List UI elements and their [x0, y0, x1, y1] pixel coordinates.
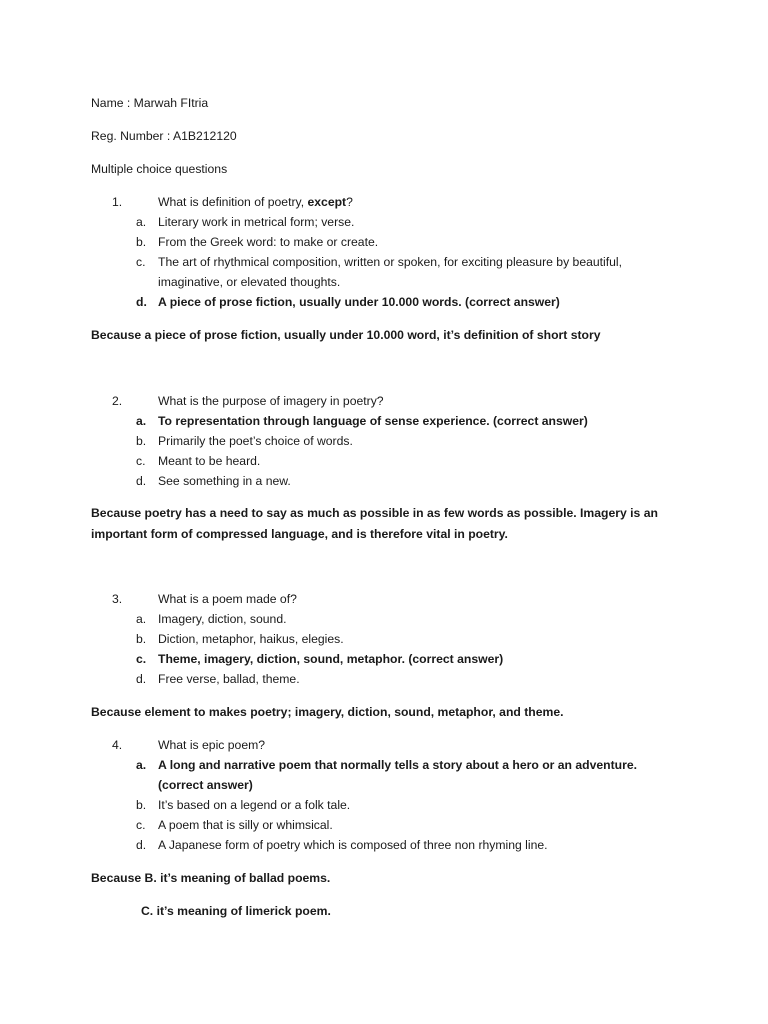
option-letter: a.	[136, 612, 147, 626]
option-letter: b.	[136, 798, 147, 812]
option-text: Primarily the poet’s choice of words.	[158, 434, 353, 448]
correct-option-text: A piece of prose fiction, usually under 10.000 words. (correct answer)	[158, 295, 560, 309]
question-text: What is definition of poetry, except?	[158, 195, 353, 209]
correct-option-text: Theme, imagery, diction, sound, metaphor. (correct answer)	[158, 652, 504, 666]
option-letter: a.	[136, 215, 147, 229]
question-number: 2.	[112, 394, 123, 408]
option-letter: b.	[136, 235, 147, 249]
option-text: Diction, metaphor, haikus, elegies.	[158, 632, 344, 646]
explanation-text: Because poetry has a need to say as much as possible in as few words as possible. Imagery is an	[91, 506, 658, 520]
correct-option-text-continued: (correct answer)	[158, 778, 253, 792]
explanation-text: Because a piece of prose fiction, usually under 10.000 word, it’s definition of short story	[91, 328, 601, 342]
option-letter: b.	[136, 434, 147, 448]
option-text: A Japanese form of poetry which is composed of three non rhyming line.	[158, 838, 548, 852]
option-letter: c.	[136, 818, 146, 832]
option-text: Imagery, diction, sound.	[158, 612, 287, 626]
option-text: From the Greek word: to make or create.	[158, 235, 379, 249]
option-text: Meant to be heard.	[158, 454, 261, 468]
option-letter: a.	[136, 758, 147, 772]
option-text: Literary work in metrical form; verse.	[158, 215, 355, 229]
registration-number: Reg. Number : A1B212120	[91, 129, 237, 143]
option-text: See something in a new.	[158, 474, 291, 488]
explanation-text: Because element to makes poetry; imagery, diction, sound, metaphor, and theme.	[91, 705, 564, 719]
option-letter: d.	[136, 474, 147, 488]
student-name: Name : Marwah FItria	[91, 96, 209, 110]
option-text: It’s based on a legend or a folk tale.	[158, 798, 351, 812]
question-text: What is epic poem?	[158, 738, 266, 752]
question-number: 4.	[112, 738, 123, 752]
option-letter: b.	[136, 632, 147, 646]
option-letter: a.	[136, 414, 147, 428]
explanation-text-continued: C. it’s meaning of limerick poem.	[141, 904, 331, 918]
correct-option-text: To representation through language of sense experience. (correct answer)	[158, 414, 588, 428]
option-letter: c.	[136, 652, 147, 666]
option-letter: c.	[136, 454, 146, 468]
option-text: The art of rhythmical composition, written or spoken, for exciting pleasure by beautiful,	[158, 255, 623, 269]
option-letter: c.	[136, 255, 146, 269]
section-title: Multiple choice questions	[91, 162, 228, 176]
option-text-continued: imaginative, or elevated thoughts.	[158, 275, 341, 289]
explanation-text-continued: important form of compressed language, and is therefore vital in poetry.	[91, 527, 508, 541]
option-letter: d.	[136, 295, 147, 309]
option-text: Free verse, ballad, theme.	[158, 672, 300, 686]
question-emphasis: except	[307, 195, 347, 209]
explanation-text: Because B. it’s meaning of ballad poems.	[91, 871, 331, 885]
option-letter: d.	[136, 672, 147, 686]
question-text: What is the purpose of imagery in poetry?	[158, 394, 384, 408]
option-text: A poem that is silly or whimsical.	[158, 818, 333, 832]
question-number: 3.	[112, 592, 123, 606]
correct-option-text: A long and narrative poem that normally tells a story about a hero or an adventure.	[158, 758, 638, 772]
question-text: What is a poem made of?	[158, 592, 297, 606]
question-number: 1.	[112, 195, 123, 209]
option-letter: d.	[136, 838, 147, 852]
